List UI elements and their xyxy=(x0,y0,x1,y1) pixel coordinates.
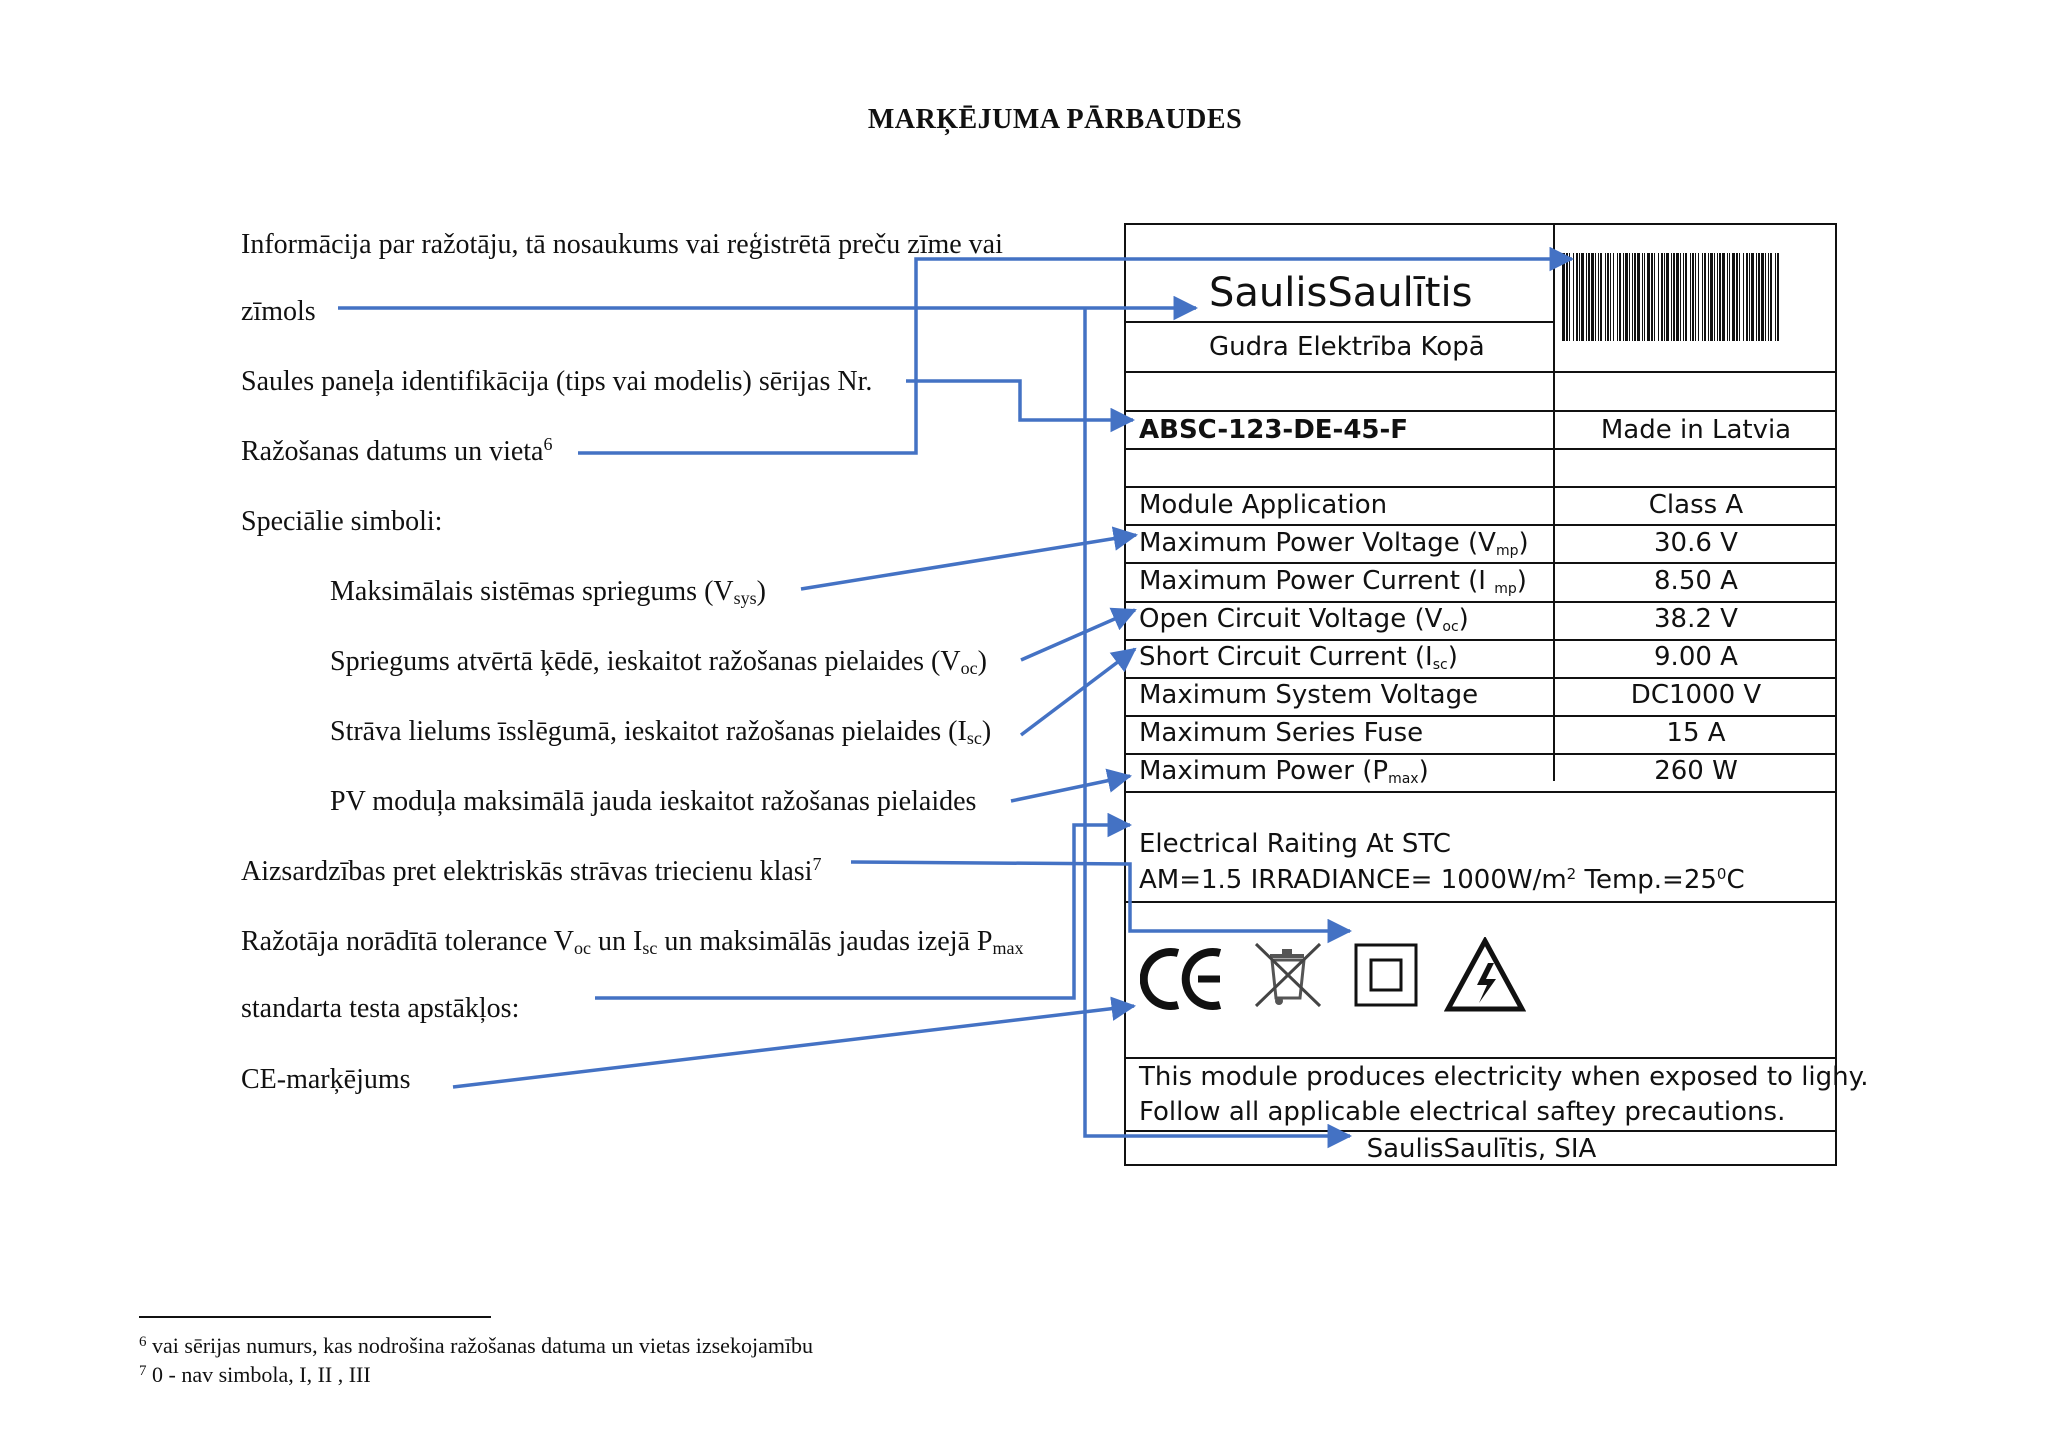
barcode-bar xyxy=(1654,253,1655,341)
arrow-line xyxy=(1021,649,1135,735)
barcode-bar xyxy=(1673,253,1675,341)
barcode-bar xyxy=(1598,253,1599,341)
barcode-bar xyxy=(1704,253,1706,341)
checklist-item-ce-marking: CE-marķējums xyxy=(241,1064,411,1095)
spec-name: Maximum Power Current (I $_{mp}$) xyxy=(1139,566,1527,597)
spec-value: 30.6 V xyxy=(1654,528,1738,558)
ce-mark-icon xyxy=(1140,945,1228,1013)
barcode-bar xyxy=(1732,253,1735,341)
barcode-bar xyxy=(1637,253,1640,341)
brand-slogan: Gudra Elektrība Kopā xyxy=(1209,332,1485,362)
barcode-bar xyxy=(1573,253,1574,341)
barcode-bar xyxy=(1623,253,1624,341)
barcode-bar xyxy=(1719,253,1721,341)
spec-name: Maximum System Voltage xyxy=(1139,680,1479,710)
barcode-bar xyxy=(1685,253,1687,341)
checklist-subitem-vsys: Maksimālais sistēmas spriegums $(V_{sys})$ xyxy=(330,576,766,608)
barcode-bar xyxy=(1722,253,1725,341)
barcode-bar xyxy=(1777,253,1779,341)
spec-name: Maximum Power $(P_{max})$ xyxy=(1139,756,1429,787)
barcode-bar xyxy=(1739,253,1740,341)
barcode-bar xyxy=(1617,253,1618,341)
arrow-line xyxy=(1021,610,1135,660)
stc-conditions: AM=1.5 IRRADIANCE= $1000W/m^2$ $Temp.=25^0C$ xyxy=(1139,865,1745,895)
barcode-bar xyxy=(1727,253,1728,341)
barcode-bar xyxy=(1581,253,1584,341)
barcode-bar xyxy=(1629,253,1630,341)
spec-name: Module Application xyxy=(1139,490,1388,520)
barcode-bar xyxy=(1683,253,1684,341)
brand-name: SaulisSaulītis xyxy=(1209,270,1473,316)
barcode-bar xyxy=(1625,253,1628,341)
model-number: ABSC-123-DE-45-F xyxy=(1139,415,1409,445)
spec-name: Maximum Series Fuse xyxy=(1139,718,1424,748)
barcode-bar xyxy=(1666,253,1669,341)
divider xyxy=(1126,791,1837,793)
barcode-bar xyxy=(1579,253,1580,341)
barcode-bar xyxy=(1632,253,1633,341)
barcode-bar xyxy=(1634,253,1636,341)
barcode-bar xyxy=(1710,253,1713,341)
barcode-bar xyxy=(1586,253,1587,341)
arrow-line xyxy=(595,825,1130,998)
barcode-bar xyxy=(1605,253,1606,341)
barcode-bar xyxy=(1642,253,1643,341)
footnote-ref[interactable]: 7 xyxy=(812,854,822,874)
divider xyxy=(1126,901,1837,903)
barcode-bar xyxy=(1566,253,1568,341)
barcode-bar xyxy=(1695,253,1696,341)
checklist-item-tolerance-cont: standarta testa apstākļos: xyxy=(241,993,520,1024)
barcode-bar xyxy=(1761,253,1764,341)
footnote-7: $^7$ 0 - nav simbola, I, II , III xyxy=(139,1362,371,1387)
barcode-icon xyxy=(1560,251,1782,343)
barcode-bar xyxy=(1692,253,1694,341)
barcode-bar xyxy=(1576,253,1578,341)
barcode-bar xyxy=(1770,253,1772,341)
spec-value: 8.50 A xyxy=(1654,566,1738,596)
spec-value: 15 A xyxy=(1666,718,1726,748)
spec-value: Class A xyxy=(1648,490,1744,520)
barcode-bar xyxy=(1562,253,1565,341)
barcode-bar xyxy=(1729,253,1730,341)
footnote-divider xyxy=(139,1316,491,1318)
checklist-item-manufacturer-cont: zīmols xyxy=(241,296,316,327)
spec-value: 260 W xyxy=(1654,756,1738,786)
barcode-bar xyxy=(1664,253,1665,341)
barcode-bar xyxy=(1708,253,1709,341)
footnote-ref[interactable]: 6 xyxy=(543,434,553,454)
divider xyxy=(1126,448,1837,450)
barcode-bar xyxy=(1743,253,1744,341)
barcode-bar xyxy=(1588,253,1590,341)
barcode-bar xyxy=(1569,253,1570,341)
barcode-bar xyxy=(1768,253,1769,341)
checklist-item-identification: Saules paneļa identifikācija (tips vai modelis) sērijas Nr. xyxy=(241,366,873,397)
arrow-line xyxy=(453,1006,1134,1087)
spec-value: 9.00 A xyxy=(1654,642,1738,672)
barcode-bar xyxy=(1613,253,1614,341)
barcode-bar xyxy=(1756,253,1757,341)
barcode-bar xyxy=(1690,253,1691,341)
barcode-bar xyxy=(1714,253,1715,341)
spec-value: 38.2 V xyxy=(1654,604,1738,634)
high-voltage-icon xyxy=(1444,937,1526,1013)
divider xyxy=(1126,321,1553,323)
checklist-item-tolerance: Ražotāja norādītā tolerance $V_{oc}$ un $I_{sc}$ un maksimālās jaudas izejā $P_{max}$ xyxy=(241,926,1024,958)
barcode-bar xyxy=(1751,253,1754,341)
class-ii-icon xyxy=(1354,943,1418,1007)
spec-name: Short Circuit Current $(I_{sc})$ xyxy=(1139,642,1458,673)
barcode-bar xyxy=(1651,253,1653,341)
barcode-bar xyxy=(1749,253,1750,341)
product-label xyxy=(1124,223,1869,1166)
barcode-bar xyxy=(1702,253,1703,341)
barcode-bar xyxy=(1775,253,1776,341)
barcode-bar xyxy=(1671,253,1672,341)
barcode-bar xyxy=(1591,253,1594,341)
barcode-bar xyxy=(1647,253,1650,341)
barcode-bar xyxy=(1595,253,1596,341)
barcode-bar xyxy=(1736,253,1738,341)
stc-heading: Electrical Raiting At STC xyxy=(1139,829,1451,859)
barcode-bar xyxy=(1680,253,1681,341)
checklist-item-special-symbols: Speciālie simboli: xyxy=(241,506,443,537)
footnote-6: $^6$ vai sērijas numurs, kas nodrošina ražošanas datuma un vietas izsekojamību xyxy=(139,1333,814,1358)
arrow-line xyxy=(801,535,1136,589)
checklist-subitem-isc: Strāva lielums īsslēgumā, ieskaitot ražošanas pielaides $(I_{sc})$ xyxy=(330,716,992,748)
barcode-bar xyxy=(1661,253,1663,341)
spec-value: DC1000 V xyxy=(1630,680,1762,710)
barcode-bar xyxy=(1600,253,1602,341)
barcode-bar xyxy=(1765,253,1766,341)
origin-text: Made in Latvia xyxy=(1600,415,1792,445)
spec-name: Maximum Power Voltage $(V_{mp})$ xyxy=(1139,528,1529,559)
barcode-bar xyxy=(1619,253,1621,341)
barcode-bar xyxy=(1698,253,1699,341)
spec-name: Open Circuit Voltage $(V_{oc})$ xyxy=(1139,604,1469,635)
checklist-item-manufacturer: Informācija par ražotāju, tā nosaukums vai reģistrētā preču zīme vai xyxy=(241,229,1003,260)
checklist-item-date-place: Ražošanas datums un vieta$^6$ xyxy=(241,434,553,467)
warning-text: This module produces electricity when exposed to lighy. xyxy=(1139,1062,1869,1092)
page-title: MARĶĒJUMA PĀRBAUDES xyxy=(867,104,1243,135)
barcode-bar xyxy=(1717,253,1718,341)
barcode-bar xyxy=(1758,253,1760,341)
checklist-subitem-voc: Spriegums atvērtā ķēdē, ieskaitot ražošanas pielaides $(V_{oc})$ xyxy=(330,646,987,678)
warning-text: Follow all applicable electrical saftey precautions. xyxy=(1139,1097,1786,1127)
arrow-line xyxy=(906,381,1133,420)
barcode-bar xyxy=(1644,253,1645,341)
barcode-bar xyxy=(1676,253,1679,341)
weee-bin-icon xyxy=(1252,940,1324,1010)
arrow-line xyxy=(1011,776,1130,801)
barcode-bar xyxy=(1607,253,1609,341)
checklist-item-protection-class: Aizsardzības pret elektriskās strāvas triecienu klasi$^7$ xyxy=(241,854,822,887)
barcode-bar xyxy=(1658,253,1659,341)
barcode-bar xyxy=(1746,253,1748,341)
company-name: SaulisSaulītis, SIA xyxy=(1366,1134,1597,1164)
divider xyxy=(1126,371,1837,373)
barcode-bar xyxy=(1610,253,1611,341)
checklist-subitem-pmax: PV moduļa maksimālā jauda ieskaitot ražošanas pielaides xyxy=(330,786,977,817)
